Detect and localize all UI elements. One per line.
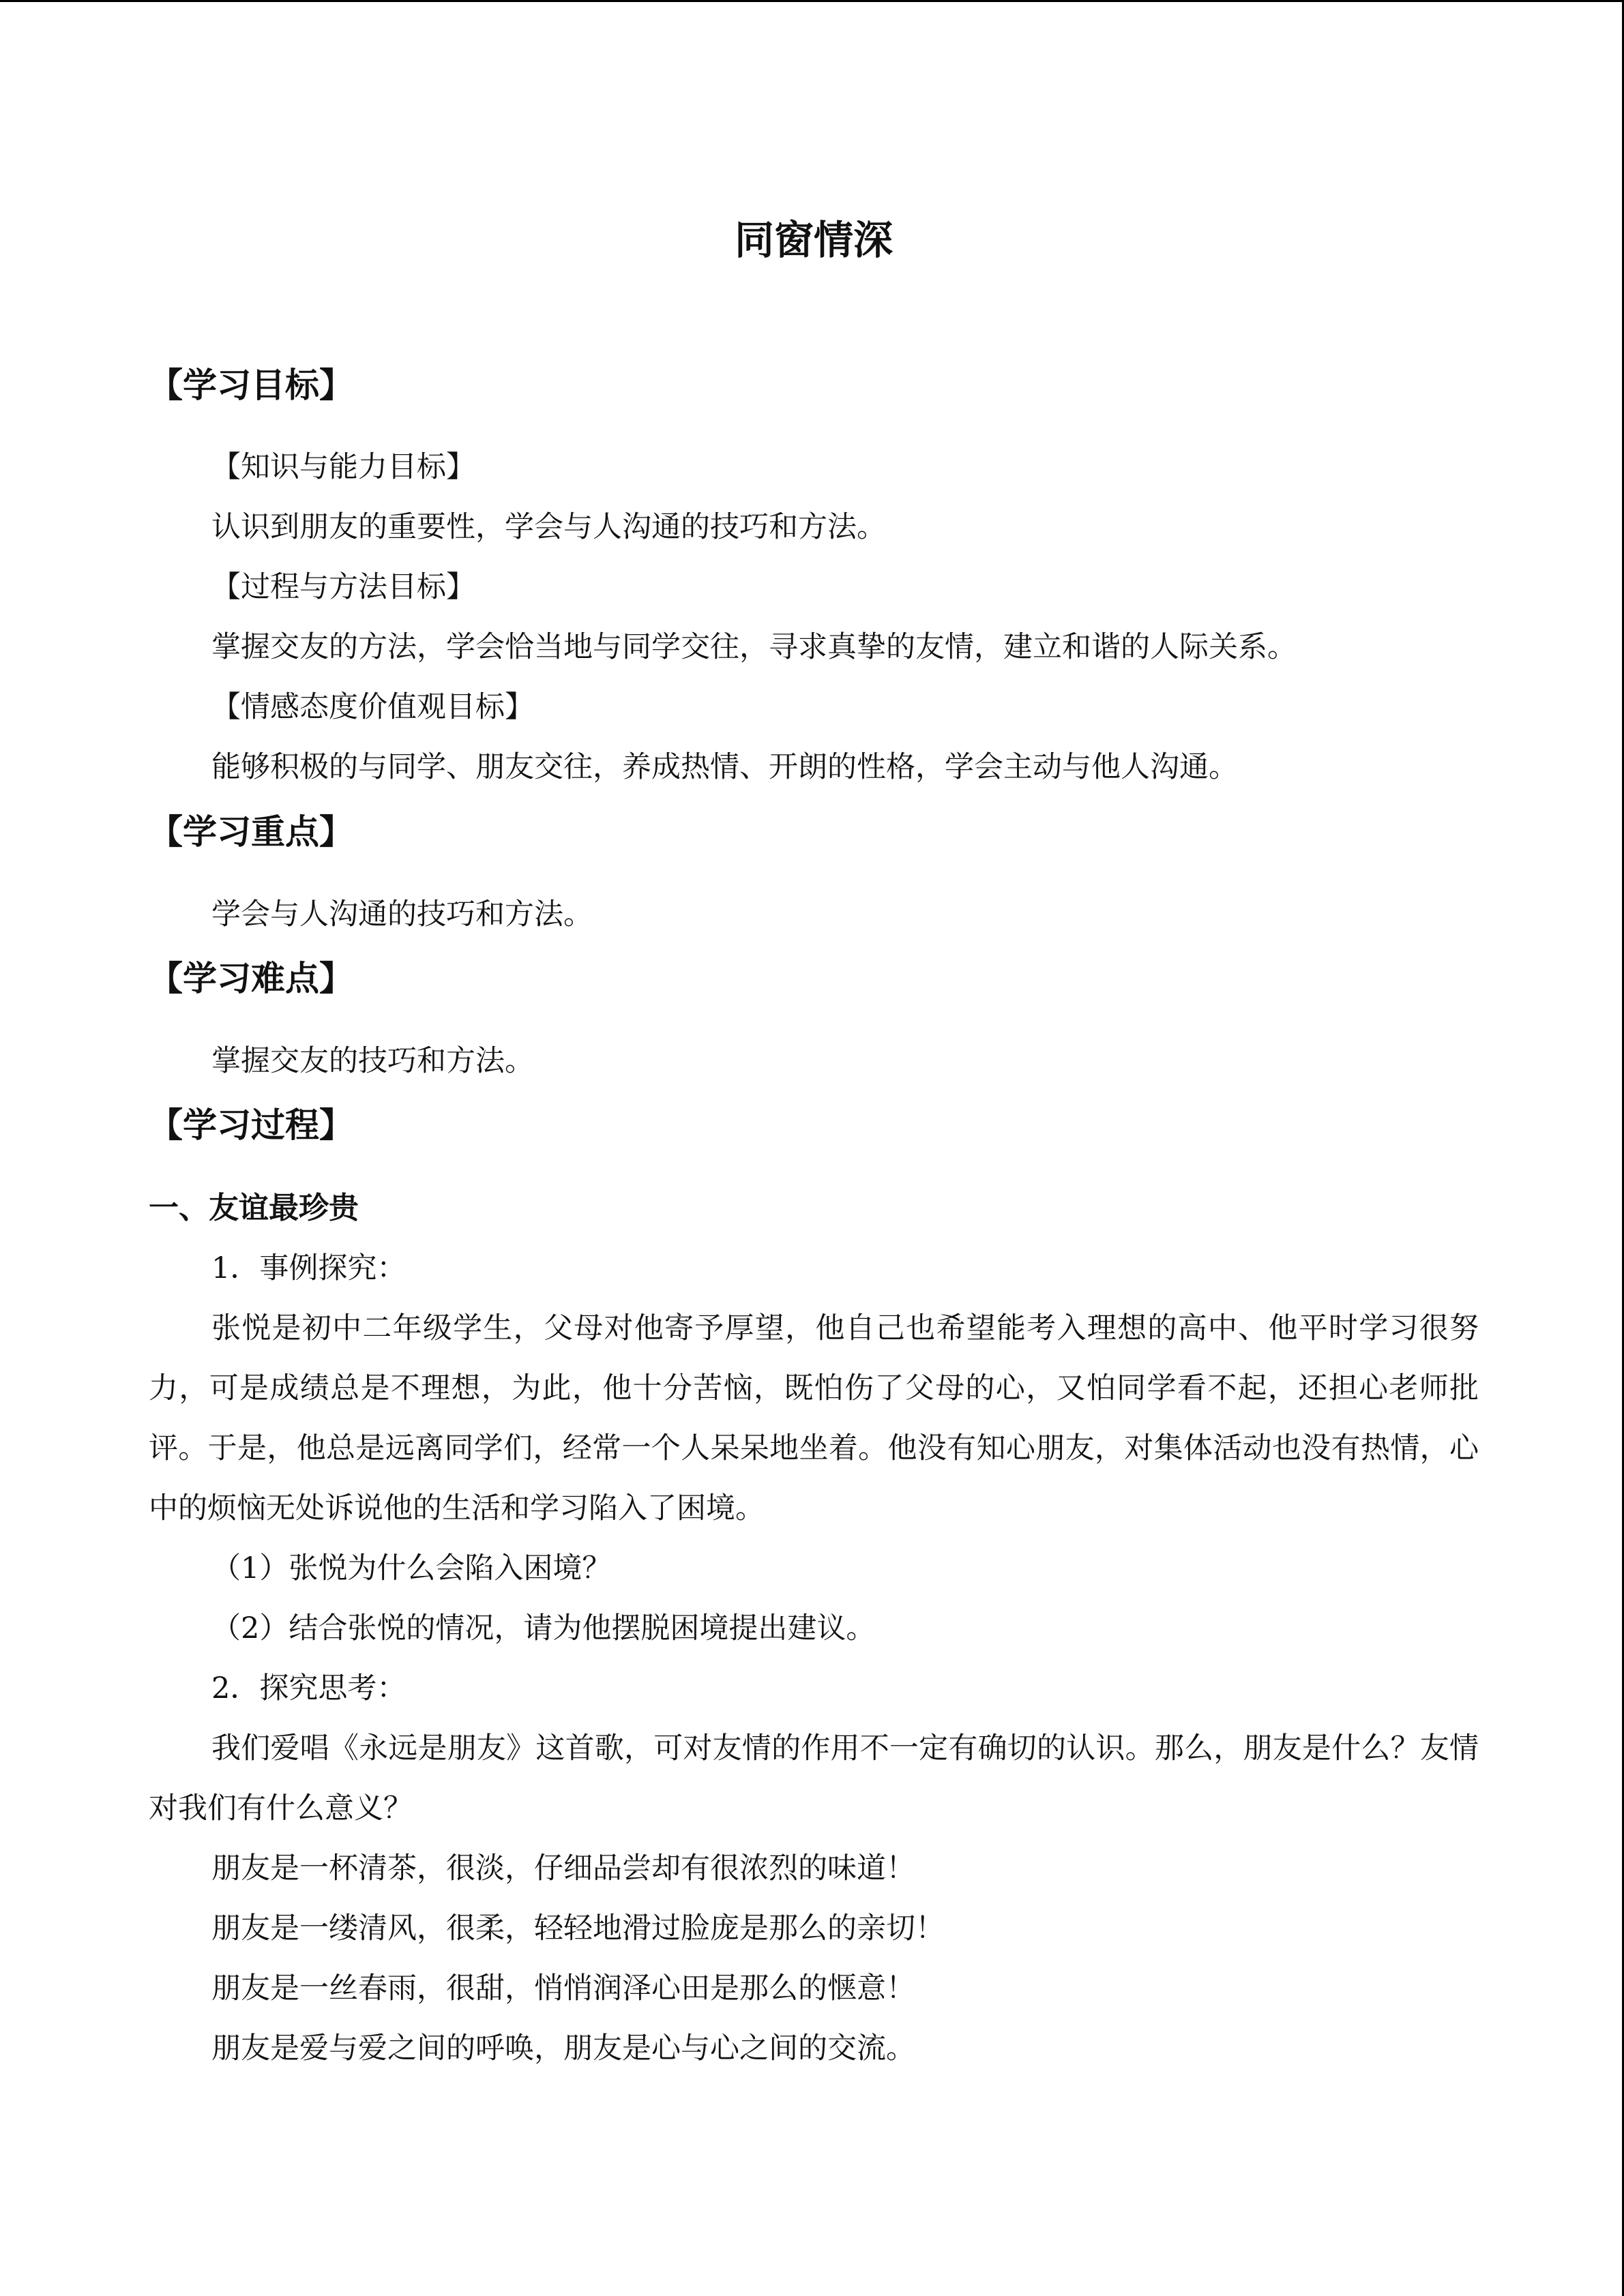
- emotion-objective-label: 【情感态度价值观目标】: [211, 690, 534, 724]
- question-2: （2）结合张悦的情况，请为他摆脱困境提出建议。: [211, 1611, 876, 1645]
- friend-line-3: 朋友是一丝春雨，很甜，悄悄润泽心田是那么的惬意！: [211, 1971, 915, 2006]
- process-objective-label: 【过程与方法目标】: [211, 570, 475, 604]
- key-points-text: 学会与人沟通的技巧和方法。: [211, 897, 593, 931]
- friend-line-4: 朋友是爱与爱之间的呼唤，朋友是心与心之间的交流。: [211, 2031, 915, 2066]
- knowledge-objective-text: 认识到朋友的重要性，学会与人沟通的技巧和方法。: [211, 510, 886, 544]
- question-1: （1）张悦为什么会陷入困境？: [211, 1551, 612, 1585]
- part1-title: 一、友谊最珍贵: [149, 1191, 359, 1225]
- document-page: [149, 0, 1479, 2296]
- case-study-paragraph: 张悦是初中二年级学生，父母对他寄予厚望，他自己也希望能考入理想的高中、他平时学习很努力，可是成绩总是不理想，为此，他十分苦恼，既怕伤了父母的心，又怕同学看不起，还担心老师批评。于是，他总是远离同学们，经常一个人呆呆地坐着。他没有知心朋友，对集体活动也没有热情，心中的烦恼无处诉说他的生活和学习陷入了困境。: [149, 1311, 1479, 1525]
- objectives-heading: 【学习目标】: [149, 366, 353, 405]
- process-heading: 【学习过程】: [149, 1105, 353, 1145]
- friend-line-1: 朋友是一杯清茶，很淡，仔细品尝却有很浓烈的味道！: [211, 1851, 915, 1885]
- friend-line-2: 朋友是一缕清风，很柔，轻轻地滑过脸庞是那么的亲切！: [211, 1911, 945, 1945]
- key-points-heading: 【学习重点】: [149, 812, 353, 852]
- case-study-label: 1．事例探究：: [211, 1251, 407, 1285]
- process-objective-text: 掌握交友的方法，学会恰当地与同学交往，寻求真挚的友情，建立和谐的人际关系。: [211, 630, 1297, 664]
- knowledge-objective-label: 【知识与能力目标】: [211, 450, 475, 484]
- difficulties-text: 掌握交友的技巧和方法。: [211, 1044, 534, 1078]
- emotion-objective-text: 能够积极的与同学、朋友交往，养成热情、开朗的性格，学会主动与他人沟通。: [211, 750, 1238, 784]
- think-paragraph: 我们爱唱《永远是朋友》这首歌，可对友情的作用不一定有确切的认识。那么，朋友是什么？友情对我们有什么意义？: [149, 1731, 1479, 1825]
- difficulties-heading: 【学习难点】: [149, 959, 353, 998]
- think-label: 2．探究思考：: [211, 1671, 407, 1705]
- document-title: 同窗情深: [734, 217, 893, 263]
